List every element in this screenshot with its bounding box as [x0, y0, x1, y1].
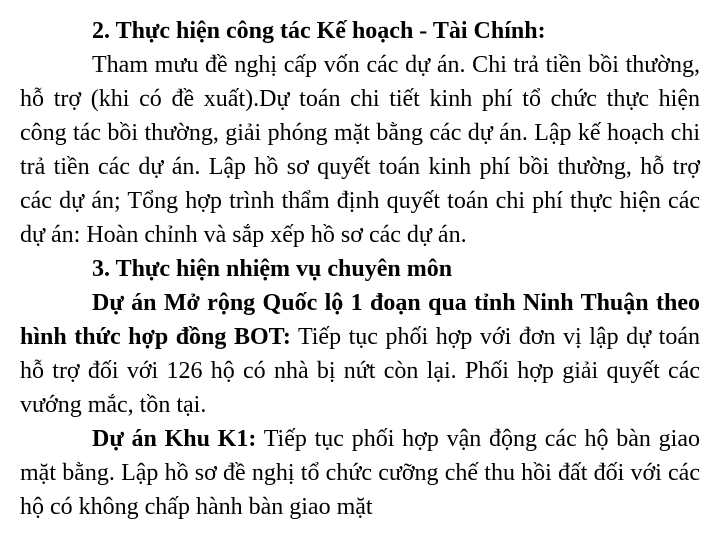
project-1-paragraph: [20, 286, 700, 422]
project-1-title: Dự án Mở rộng Quốc lộ 1 đoạn qua tỉnh Ninh Thuận theo hình thức hợp đồng BOT:: [20, 290, 700, 350]
section-2-body: Tham mưu đề nghị cấp vốn các dự án. Chi trả tiền bồi thường, hỗ trợ (khi có đề xuất).Dự toán chi tiết kinh phí tổ chức thực hiện công tác bồi thường, giải phóng mặt bằng các dự án. Lập kế hoạch chi trả tiền các dự án. Lập hồ sơ quyết toán kinh phí bồi thường, hỗ trợ các dự án; Tổng hợp trình thẩm định quyết toán chi phí thực hiện các dự án: Hoàn chỉnh và sắp xếp hồ sơ các dự án.: [20, 52, 700, 248]
section-3-heading: 3. Thực hiện nhiệm vụ chuyên môn: [92, 256, 453, 282]
project-2-title: Dự án Khu K1:: [92, 426, 257, 452]
project-1-text: Tiếp tục phối hợp với đơn vị lập dự toán hỗ trợ đối với 126 hộ có nhà bị nứt còn lại. Phối hợp giải quyết các vướng mắc, tồn tại.: [20, 324, 700, 418]
project-2-paragraph: [20, 422, 700, 524]
section-2-heading: 2. Thực hiện công tác Kế hoạch - Tài Chính:: [92, 18, 546, 44]
project-2-text: Tiếp tục phối hợp vận động các hộ bàn giao mặt bằng. Lập hồ sơ đề nghị tổ chức cưỡng chế thu hồi đất đối với các hộ có không chấp hành bàn giao mặt: [20, 426, 701, 520]
